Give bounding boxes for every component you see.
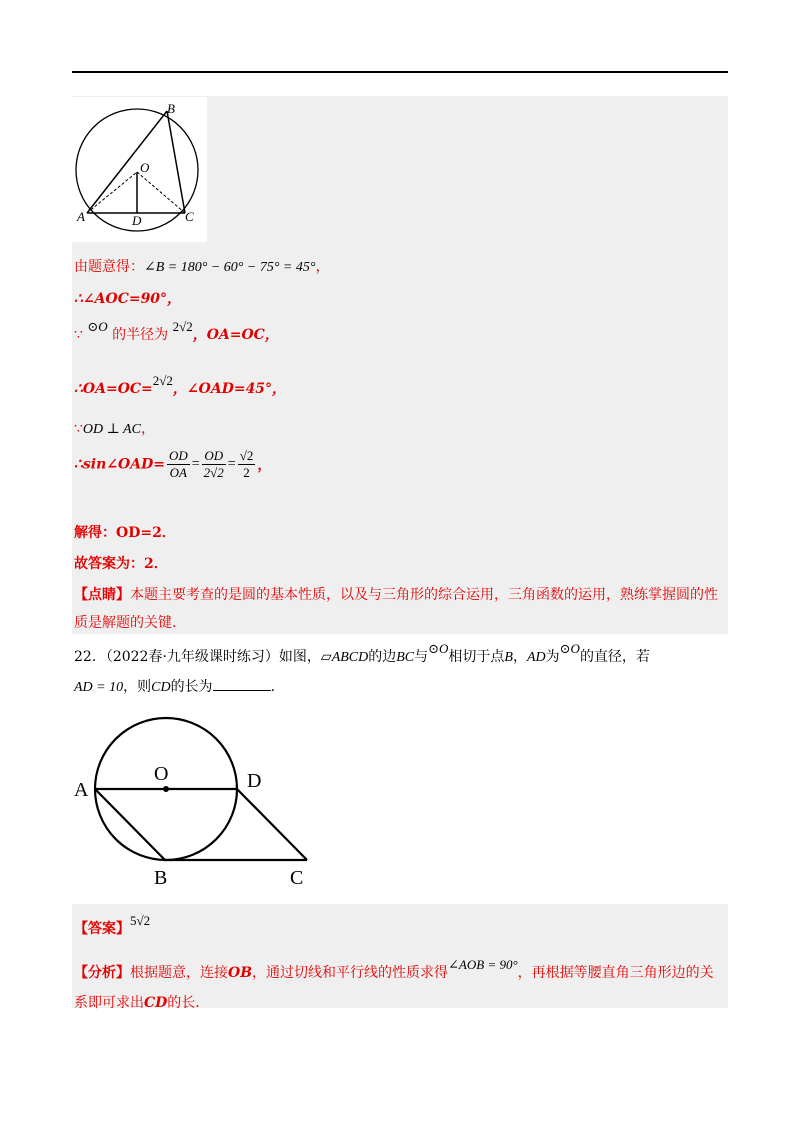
- solution-line-7: 解得：OD=2．: [74, 525, 176, 541]
- fig1-label-o: O: [140, 160, 150, 175]
- solution-line-4: ∴OA=OC=2√2，∠OAD=45°，: [74, 373, 287, 397]
- answer-blank: [213, 678, 271, 691]
- figure-circle-triangle: [72, 97, 207, 242]
- fig2-label-d: D: [247, 770, 262, 792]
- solution-line-6: ∴sin∠OAD= $\frac{OD}{OA}$ = $\frac{OD}{2√2}$ = $\frac{√2}{2}$ ，: [74, 448, 272, 480]
- question-22-line-1: 22．（2022春·九年级课时练习）如图，▱ABCD的边BC与⊙O相切于点B，AD为⊙O的直径，若: [74, 641, 650, 665]
- fig2-label-b: B: [154, 867, 168, 889]
- solution-line-5: ∵OD ⊥ AC，: [74, 421, 155, 437]
- solution-line-1: 由题意得：∠B = 180° − 60° − 75° = 45°，: [74, 259, 330, 275]
- fig2-label-c: C: [290, 867, 304, 889]
- fig1-label-a: A: [77, 209, 85, 224]
- fig1-label-c: C: [185, 209, 194, 224]
- fraction-od-2root2: $\frac{OD}{2√2}$: [203, 448, 224, 480]
- analysis-line-1: 【分析】根据题意，连接OB，通过切线和平行线的性质求得∠AOB = 90°，再根据等腰直角三角形边的关: [74, 957, 714, 981]
- fraction-root2-2: $\frac{√2}{2}$: [239, 448, 254, 480]
- question-22-line-2: AD = 10，则CD的长为 .: [74, 679, 276, 695]
- fig1-label-b: B: [167, 101, 175, 116]
- solution-line-3: ∵ ⊙O 的半径为 2√2，OA=OC，: [74, 319, 279, 343]
- comment-line-1: 【点睛】本题主要考查的是圆的基本性质，以及与三角形的综合运用，三角函数的运用，熟练掌握圆的性: [74, 587, 718, 603]
- fig2-label-o: O: [154, 763, 169, 785]
- solution-line-8: 故答案为：2．: [74, 556, 168, 572]
- comment-line-2: 质是解题的关键.: [74, 615, 177, 631]
- solution-line-2: ∴∠AOC=90°，: [74, 291, 182, 307]
- fig1-label-d: D: [132, 213, 142, 228]
- fig2-label-a: A: [74, 779, 89, 801]
- fraction-od-oa: $\frac{OD}{OA}$: [168, 448, 188, 480]
- figure-circle-parallelogram: [72, 708, 322, 892]
- answer-line: 【答案】5√2: [74, 913, 151, 937]
- header-rule: [72, 71, 728, 73]
- analysis-line-2: 系即可求出CD的长.: [74, 995, 200, 1011]
